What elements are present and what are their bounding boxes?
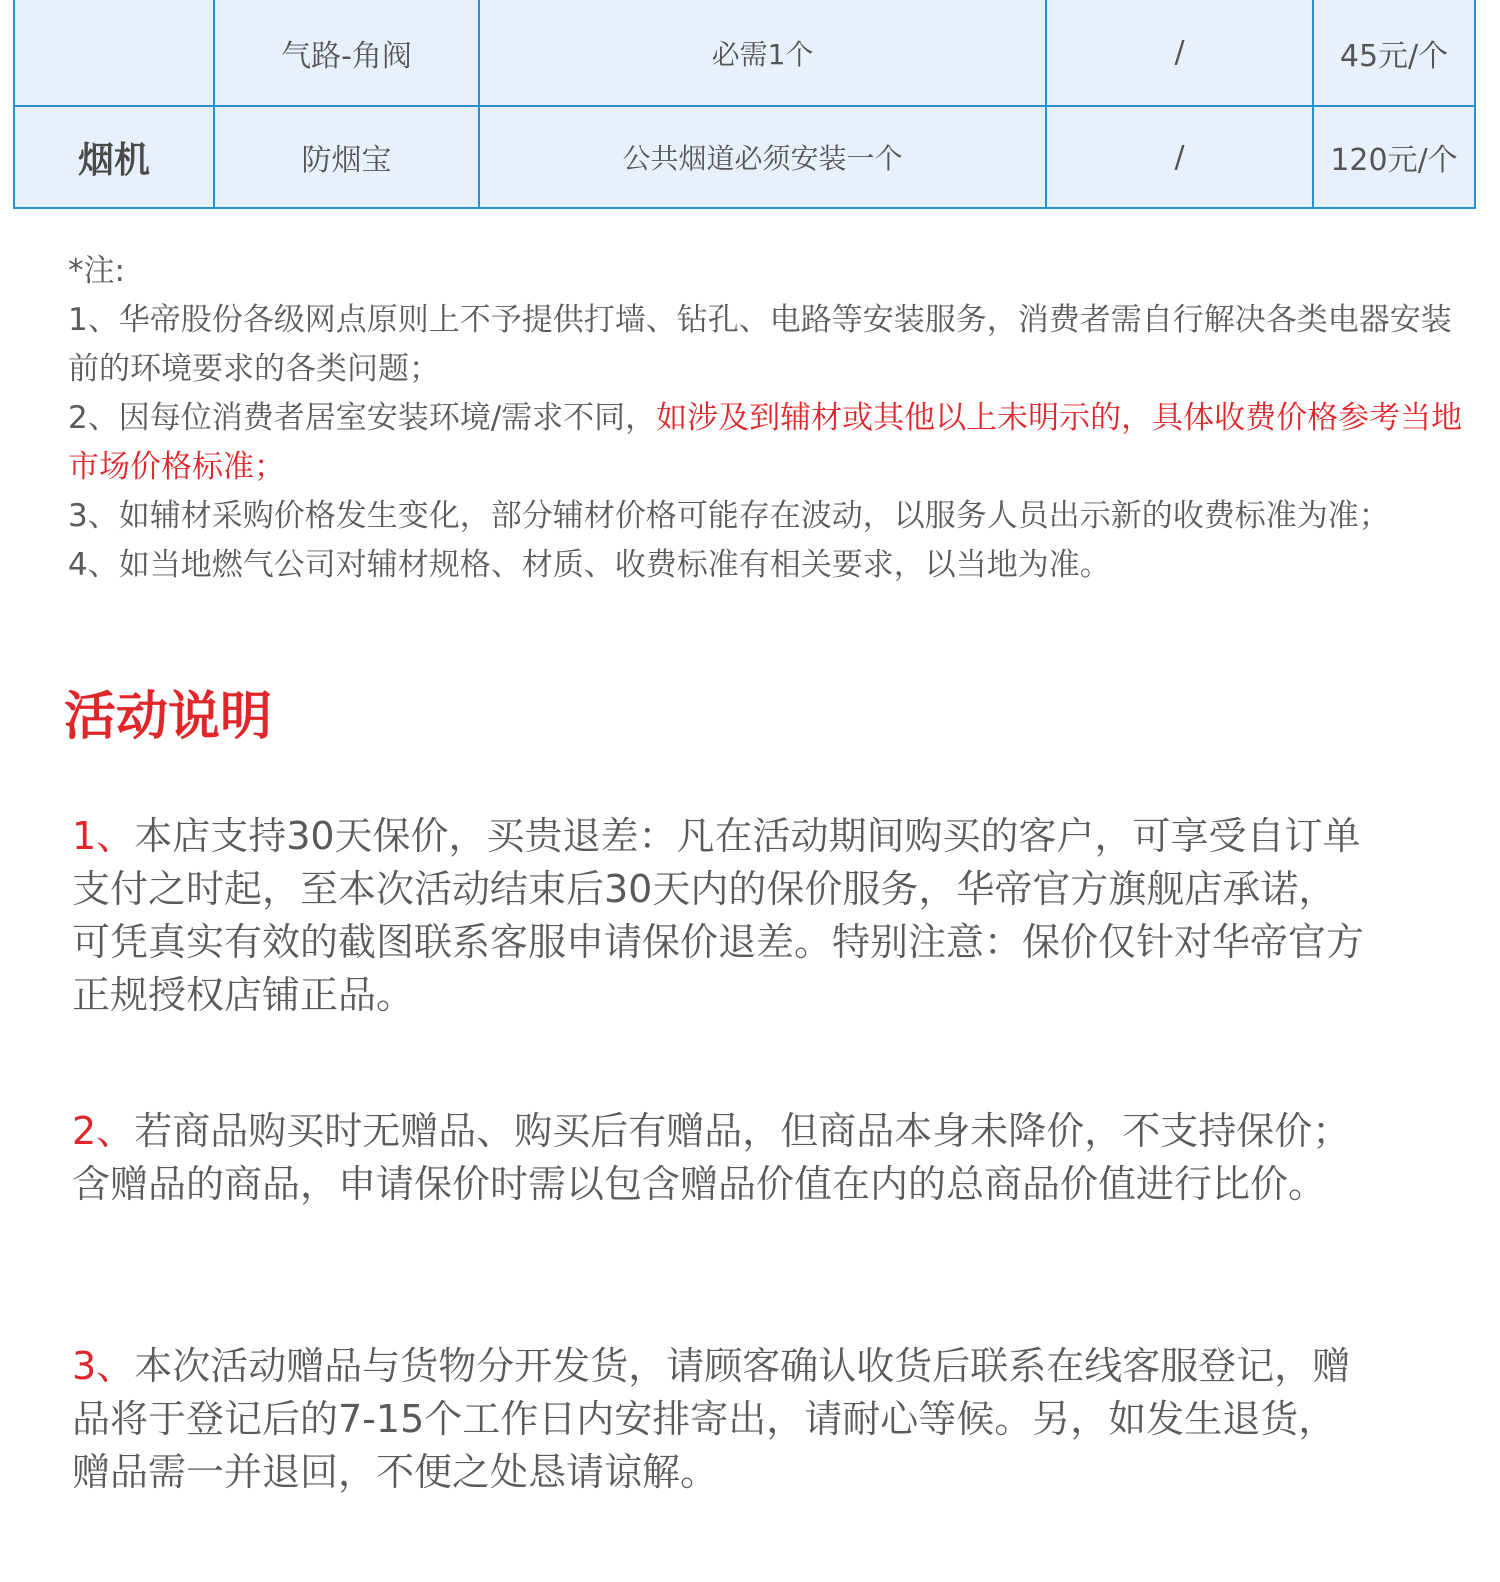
spec-cell: / (1046, 106, 1313, 208)
activity-item-text: 若商品购买时无赠品、购买后有赠品，但商品本身未降价，不支持保价；含赠品的商品，申请保价时需以包含赠品价值在内的总商品价值进行比价。 (72, 1109, 1351, 1206)
installation-fee-table (13, 0, 1476, 209)
activity-title: 活动说明 (64, 687, 273, 747)
note-item-3: 3、如辅材采购价格发生变化，部分辅材价格可能存在波动，以服务人员出示新的收费标准为准； (68, 498, 1390, 534)
activity-item-number: 3、 (72, 1344, 135, 1388)
note-item-2-highlight: 如涉及到辅材或其他以上未明示的，具体收费价格参考当地市场价格标准； (68, 400, 1463, 485)
price-cell: 120元/个 (1313, 106, 1475, 208)
activity-item-2 (72, 1105, 1372, 1211)
activity-item-3 (72, 1340, 1372, 1499)
note-item-4: 4、如当地燃气公司对辅材规格、材质、收费标准有相关要求，以当地为准。 (68, 547, 1111, 583)
notes-heading: *注: (68, 253, 125, 289)
notes-block (68, 247, 1468, 590)
activity-item-1 (72, 810, 1372, 1022)
item-cell: 防烟宝 (214, 106, 479, 208)
note-item-2 (68, 394, 1468, 492)
item-cell: 气路-角阀 (214, 0, 479, 106)
note-item-1: 1、华帝股份各级网点原则上不予提供打墙、钻孔、电路等安装服务，消费者需自行解决各类电器安装前的环境要求的各类问题； (68, 302, 1452, 387)
activity-item-text: 本次活动赠品与货物分开发货，请顾客确认收货后联系在线客服登记，赠品将于登记后的7-15个工作日内安排寄出，请耐心等候。另，如发生退货，赠品需一并退回，不便之处恳请谅解。 (72, 1344, 1351, 1494)
price-cell: 45元/个 (1313, 0, 1475, 106)
requirement-cell: 必需1个 (479, 0, 1046, 106)
requirement-cell: 公共烟道必须安装一个 (479, 106, 1046, 208)
table-row (14, 0, 1475, 106)
activity-item-number: 1、 (72, 814, 135, 858)
activity-item-text: 本店支持30天保价，买贵退差：凡在活动期间购买的客户，可享受自订单支付之时起，至本次活动结束后30天内的保价服务，华帝官方旗舰店承诺，可凭真实有效的截图联系客服申请保价退差。特别注意：保价仅针对华帝官方正规授权店铺正品。 (72, 814, 1365, 1017)
note-item-2-plain: 2、因每位消费者居室安装环境/需求不同， (68, 400, 657, 436)
spec-cell: / (1046, 0, 1313, 106)
category-cell (14, 0, 214, 106)
category-cell: 烟机 (14, 106, 214, 208)
activity-item-number: 2、 (72, 1109, 135, 1153)
table-row (14, 106, 1475, 208)
